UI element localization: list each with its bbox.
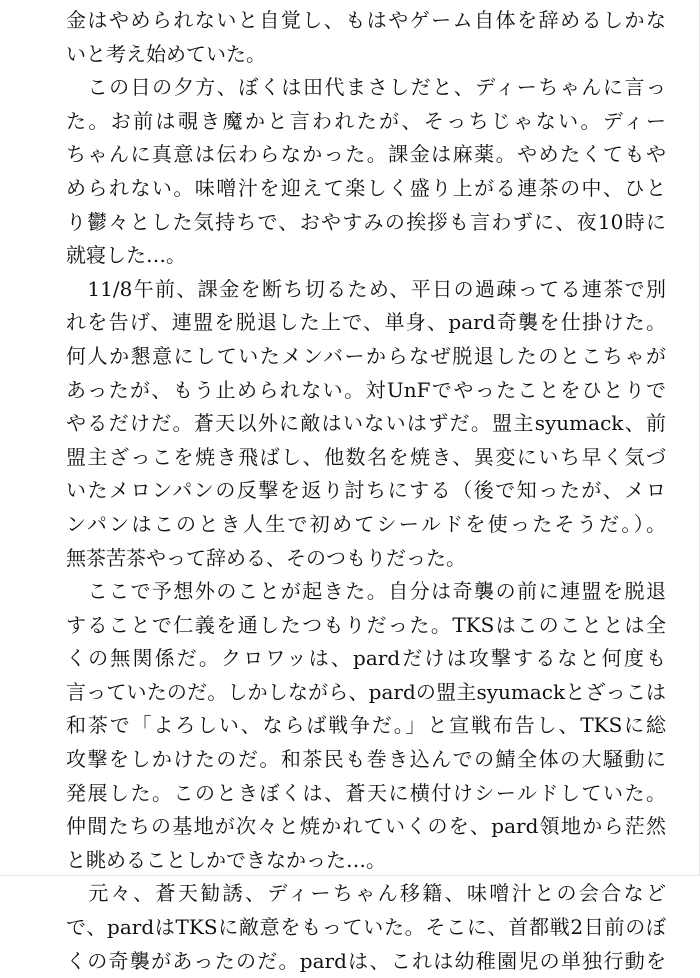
text-line: 元々、蒼天勧誘、ディーちゃん移籍、味噌汁との会合など — [66, 881, 666, 906]
text-line: くの奇襲があったのだ。pardは、これは幼稚園児の単独行動を — [66, 948, 666, 973]
text-line: 11/8午前、課金を断ち切るため、平日の過疎ってる連茶で別 — [66, 276, 666, 301]
text-line: あったが、もう止められない。対UnFでやったことをひとりで — [66, 377, 666, 402]
text-line: ンパンはこのとき人生で初めてシールドを使ったそうだ。）。 — [66, 511, 666, 536]
text-line: くの無関係だ。クロワッは、pardだけは攻撃するなと何度も — [66, 646, 666, 671]
text-line: で、pardはTKSに敵意をもっていた。そこに、首都戦2日前のぼ — [66, 915, 666, 940]
text-line: いたメロンパンの反撃を返り討ちにする（後で知ったが、メロ — [66, 478, 666, 503]
text-line: 言っていたのだ。しかしながら、pardの盟主syumackとざっこは — [66, 679, 666, 704]
text-line: た。お前は覗き魔かと言われたが、そっちじゃない。ディー — [66, 108, 666, 133]
text-line: ここで予想外のことが起きた。自分は奇襲の前に連盟を脱退 — [66, 579, 666, 604]
text-line: することで仁義を通したつもりだった。TKSはこのこととは全 — [66, 612, 666, 637]
text-line: 金はやめられないと自覚し、もはやゲーム自体を辞めるしかな — [66, 8, 666, 32]
text-line: この日の夕方、ぼくは田代まさしだと、ディーちゃんに言っ — [66, 75, 666, 100]
text-line: 攻撃をしかけたのだ。和茶民も巻き込んでの鯖全体の大騒動に — [66, 747, 666, 772]
text-line: 仲間たちの基地が次々と焼かれていくのを、pard領地から茫然 — [66, 814, 666, 839]
text-line: れを告げ、連盟を脱退した上で、単身、pard奇襲を仕掛けた。 — [66, 310, 666, 335]
text-line: 発展した。このときぼくは、蒼天に横付けシールドしていた。 — [66, 780, 666, 805]
text-line: 和茶で「よろしい、ならば戦争だ。」と宣戦布告し、TKSに総 — [66, 713, 666, 738]
text-line: 就寝した…。 — [66, 243, 186, 268]
document-body — [66, 4, 666, 978]
text-line: められない。味噌汁を迎えて楽しく盛り上がる連茶の中、ひと — [66, 175, 666, 200]
text-line: 何人か懇意にしていたメンバーからなぜ脱退したのとこちゃが — [66, 343, 666, 368]
text-line: 無茶苦茶やって辞める、そのつもりだった。 — [66, 545, 466, 570]
text-line: り鬱々とした気持ちで、おやすみの挨拶も言わずに、夜10時に — [66, 209, 666, 234]
text-line: と眺めることしかできなかった…。 — [66, 847, 386, 872]
text-line: ちゃんに真意は伝わらなかった。課金は麻薬。やめたくてもや — [66, 142, 666, 167]
text-line: いと考え始めていた。 — [66, 41, 266, 66]
text-line: やるだけだ。蒼天以外に敵はいないはずだ。盟主syumack、前 — [66, 411, 666, 436]
text-line: 盟主ざっこを焼き飛ばし、他数名を焼き、異変にいち早く気づ — [66, 444, 666, 469]
